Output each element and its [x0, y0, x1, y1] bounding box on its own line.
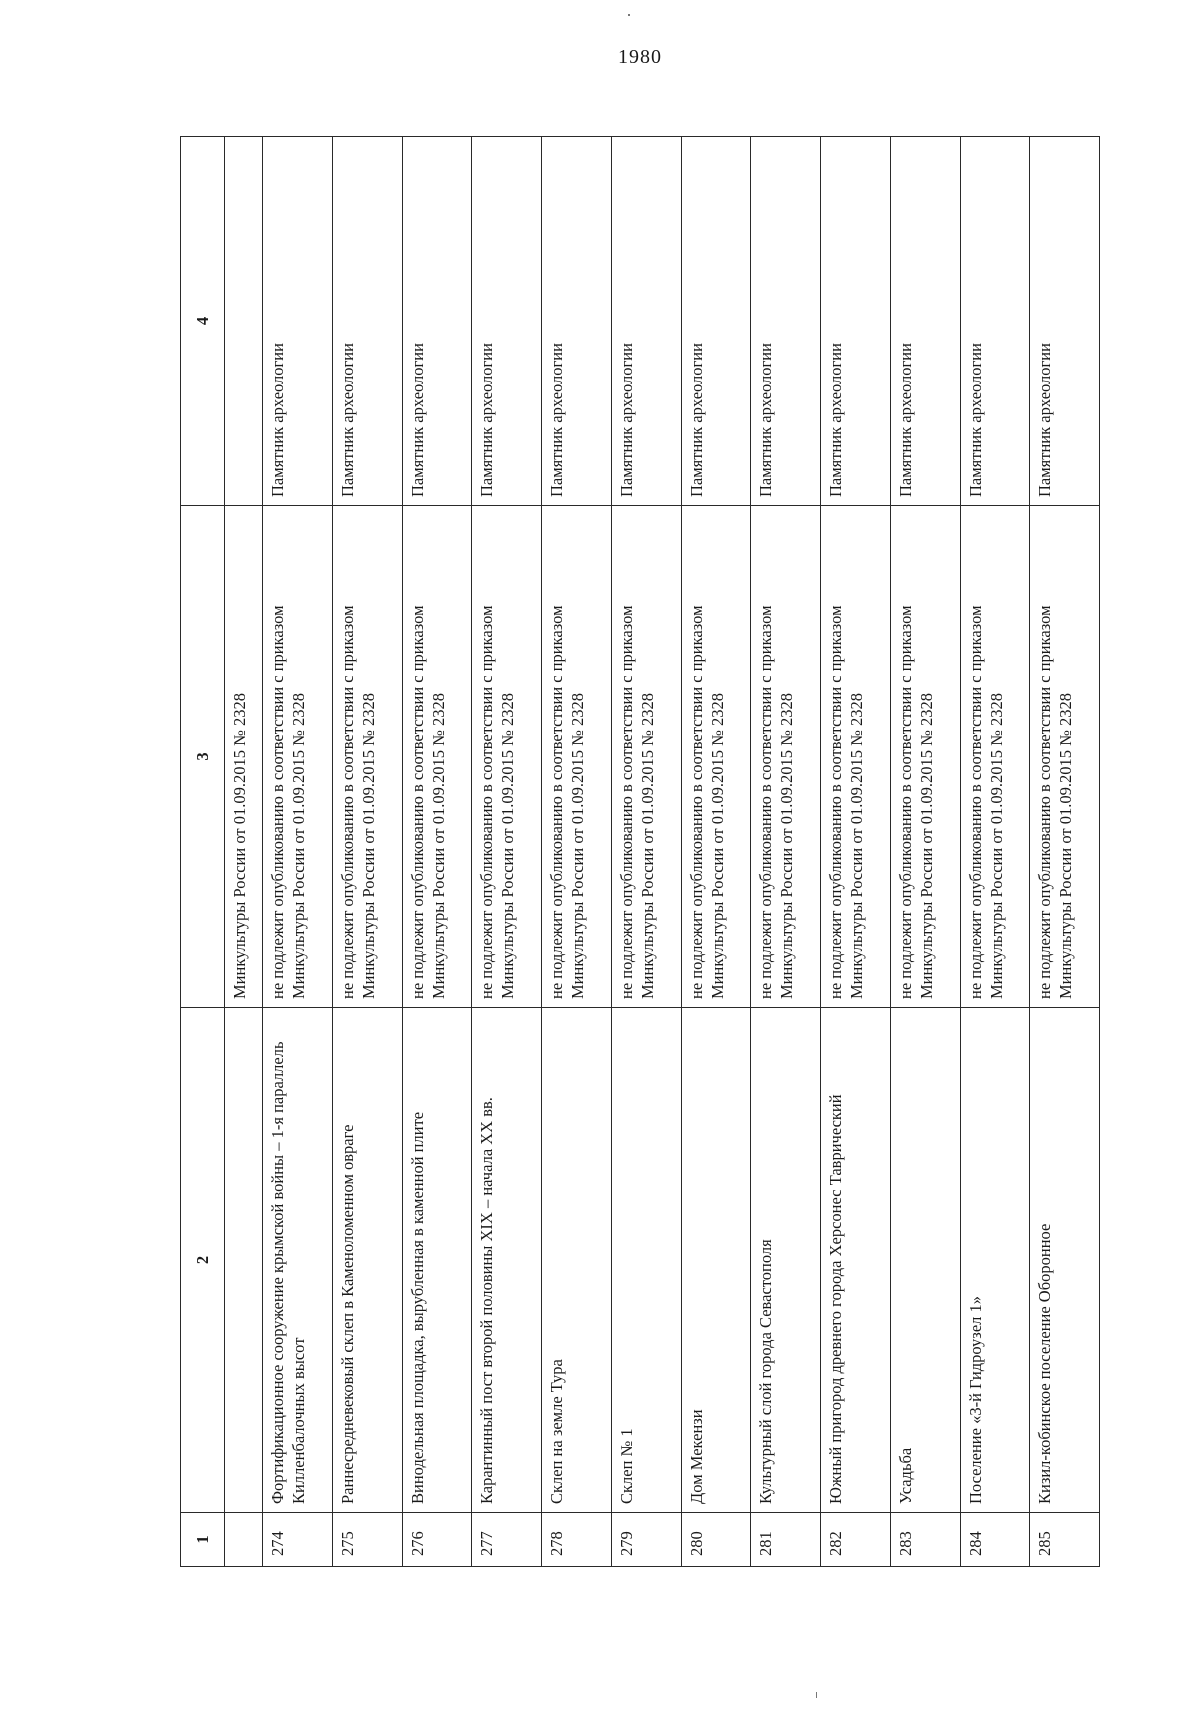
object-name: Раннесредневековый склеп в Каменоломенном овраге: [332, 1008, 402, 1513]
row-number: 275: [332, 1513, 402, 1567]
object-name: Южный пригород древнего города Херсонес Таврический: [821, 1008, 891, 1513]
table-row: [542, 137, 612, 1567]
publication-note: не подлежит опубликованию в соответствии с приказом Минкультуры России от 01.09.2015 № 2328: [472, 506, 542, 1008]
object-name: Поселение «3-й Гидроузел 1»: [960, 1008, 1030, 1513]
object-category: Памятник археологии: [681, 137, 751, 506]
object-category: Памятник археологии: [542, 137, 612, 506]
row-number: 279: [611, 1513, 681, 1567]
continuation-row: [225, 137, 263, 1567]
row-number: 277: [472, 1513, 542, 1567]
table-row: [681, 137, 751, 1567]
table-row: [751, 137, 821, 1567]
object-category: Памятник археологии: [890, 137, 960, 506]
table-row: [472, 137, 542, 1567]
header-col-3: 3: [181, 506, 225, 1008]
publication-note: не подлежит опубликованию в соответствии с приказом Минкультуры России от 01.09.2015 № 2328: [402, 506, 472, 1008]
publication-note: не подлежит опубликованию в соответствии с приказом Минкультуры России от 01.09.2015 № 2328: [751, 506, 821, 1008]
publication-note: Минкультуры России от 01.09.2015 № 2328: [225, 506, 263, 1008]
object-category: Памятник археологии: [332, 137, 402, 506]
row-number: 284: [960, 1513, 1030, 1567]
row-number: 276: [402, 1513, 472, 1567]
object-category: Памятник археологии: [472, 137, 542, 506]
header-col-4: 4: [181, 137, 225, 506]
header-col-2: 2: [181, 1008, 225, 1513]
publication-note: не подлежит опубликованию в соответствии с приказом Минкультуры России от 01.09.2015 № 2328: [890, 506, 960, 1008]
object-name: Усадьба: [890, 1008, 960, 1513]
object-name: Винодельная площадка, вырубленная в каменной плите: [402, 1008, 472, 1513]
table-row: [263, 137, 333, 1567]
object-category: [225, 137, 263, 506]
row-number: 274: [263, 1513, 333, 1567]
object-name: Культурный слой города Севастополя: [751, 1008, 821, 1513]
object-category: Памятник археологии: [402, 137, 472, 506]
object-category: Памятник археологии: [611, 137, 681, 506]
object-name: Дом Мекензи: [681, 1008, 751, 1513]
table-row: [890, 137, 960, 1567]
publication-note: не подлежит опубликованию в соответствии с приказом Минкультуры России от 01.09.2015 № 2328: [332, 506, 402, 1008]
table-row: [402, 137, 472, 1567]
row-number: 278: [542, 1513, 612, 1567]
row-number: 285: [1030, 1513, 1100, 1567]
object-category: Памятник археологии: [1030, 137, 1100, 506]
table-body: [225, 137, 1100, 1567]
publication-note: не подлежит опубликованию в соответствии с приказом Минкультуры России от 01.09.2015 № 2328: [542, 506, 612, 1008]
scan-speck-top: [628, 14, 630, 16]
row-number: 280: [681, 1513, 751, 1567]
object-category: Памятник археологии: [960, 137, 1030, 506]
publication-note: не подлежит опубликованию в соответствии с приказом Минкультуры России от 01.09.2015 № 2328: [263, 506, 333, 1008]
table-header-row: [181, 137, 225, 1567]
object-category: Памятник археологии: [821, 137, 891, 506]
rotated-table-wrapper: [180, 137, 1100, 1567]
publication-note: не подлежит опубликованию в соответствии с приказом Минкультуры России от 01.09.2015 № 2328: [611, 506, 681, 1008]
table-row: [332, 137, 402, 1567]
publication-note: не подлежит опубликованию в соответствии с приказом Минкультуры России от 01.09.2015 № 2328: [1030, 506, 1100, 1008]
object-name: Карантинный пост второй половины XIX – начала XX вв.: [472, 1008, 542, 1513]
row-number: 283: [890, 1513, 960, 1567]
monuments-table: [180, 136, 1100, 1567]
table-row: [1030, 137, 1100, 1567]
object-category: Памятник археологии: [263, 137, 333, 506]
table-row: [960, 137, 1030, 1567]
object-name: Кизил-кобинское поселение Оборонное: [1030, 1008, 1100, 1513]
table-row: [821, 137, 891, 1567]
publication-note: не подлежит опубликованию в соответствии с приказом Минкультуры России от 01.09.2015 № 2328: [821, 506, 891, 1008]
publication-note: не подлежит опубликованию в соответствии с приказом Минкультуры России от 01.09.2015 № 2328: [960, 506, 1030, 1008]
object-name: [225, 1008, 263, 1513]
header-col-1: 1: [181, 1513, 225, 1567]
row-number: 281: [751, 1513, 821, 1567]
scan-speck-bottom: [816, 1692, 817, 1698]
page-number: 1980: [618, 46, 662, 68]
object-name: Склеп на земле Тура: [542, 1008, 612, 1513]
row-number: 282: [821, 1513, 891, 1567]
publication-note: не подлежит опубликованию в соответствии с приказом Минкультуры России от 01.09.2015 № 2328: [681, 506, 751, 1008]
object-name: Склеп № 1: [611, 1008, 681, 1513]
row-number: [225, 1513, 263, 1567]
object-name: Фортификационное сооружение крымской войны – 1-я параллель Килленбалочных высот: [263, 1008, 333, 1513]
object-category: Памятник археологии: [751, 137, 821, 506]
table-row: [611, 137, 681, 1567]
